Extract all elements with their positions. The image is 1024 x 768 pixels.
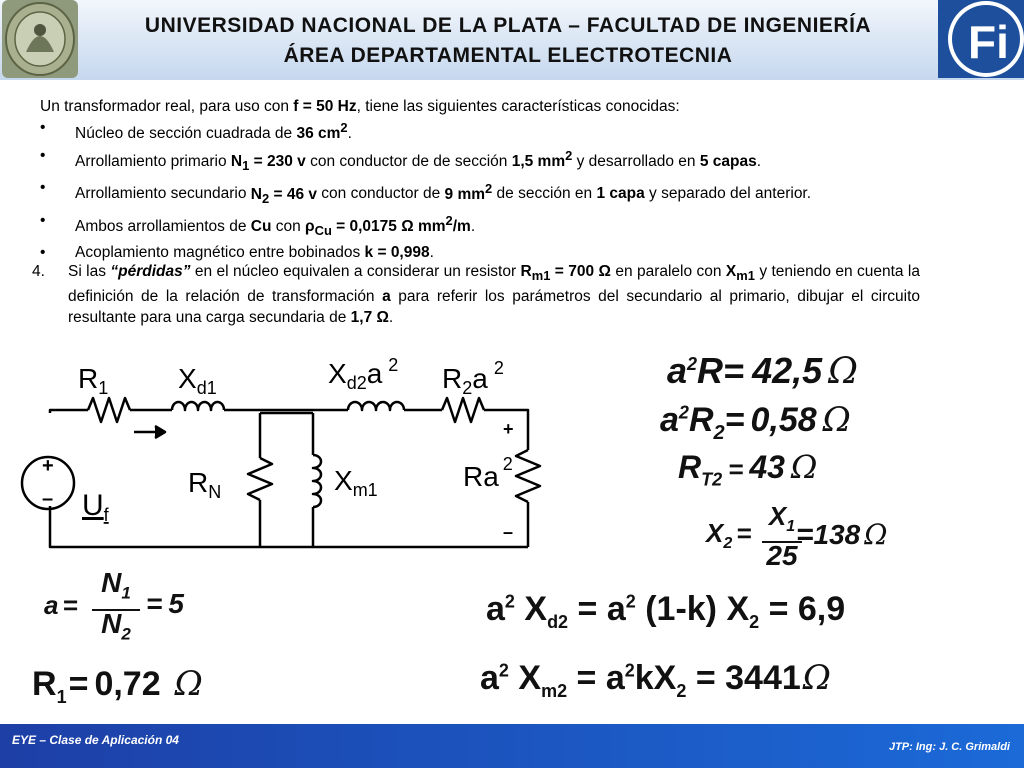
inductor-xd1 xyxy=(172,402,224,410)
b3-secsup: 2 xyxy=(485,180,493,196)
header-banner xyxy=(0,0,1024,80)
equivalent-circuit-diagram xyxy=(0,340,560,560)
list-item xyxy=(40,178,926,208)
intro-frequency: f = 50 Hz xyxy=(293,98,357,115)
resistor-r1 xyxy=(88,398,130,422)
result-a-ratio-value: = 5 xyxy=(146,588,184,619)
b3-n: N xyxy=(250,185,262,203)
b2-sec: 1,5 mm xyxy=(511,153,566,171)
label-r1: $R_1$ xyxy=(78,363,109,398)
b1-text: Núcleo de sección cuadrada de xyxy=(75,125,297,143)
b5-text: Acoplamiento magnético entre bobinados xyxy=(75,243,365,261)
b2-text: Arrollamiento primario xyxy=(75,153,231,171)
label-uf: $U_f$ xyxy=(82,489,109,525)
b4-text: Ambos arrollamientos de xyxy=(75,217,251,235)
label-rn: $R_N$ xyxy=(188,467,222,502)
b2-mid2: y desarrollado en xyxy=(572,153,700,171)
inductor-xd2 xyxy=(348,402,404,410)
q4-perdidas: “pérdidas” xyxy=(110,263,191,280)
result-a2xm2: $a^2$ $X_{m2} = a^2kX_2 = 3441\Omega$ xyxy=(480,658,831,701)
q4-end: . xyxy=(388,309,394,327)
intro-text: Un transformador real, para uso con xyxy=(40,98,294,115)
result-a-ratio-numerator: $N_1$ xyxy=(92,568,140,611)
q4-rmval: = 700 Ω xyxy=(550,263,611,280)
result-a2xd2: $a^2$ $X_{d2} = a^2$ (1-k) $X_2 = 6,9$ xyxy=(486,590,846,632)
q4-a: a xyxy=(382,288,391,306)
q4-xmsub: m1 xyxy=(736,268,755,284)
q4-rmsub: m1 xyxy=(531,268,551,284)
department-title: ÁREA DEPARTAMENTAL ELECTROTECNIA xyxy=(283,44,733,67)
q4-xm: X xyxy=(725,263,737,280)
wire xyxy=(50,410,88,413)
b2-n: N xyxy=(230,153,243,171)
intro-text-end: , tiene las siguientes características conocidas: xyxy=(356,98,680,115)
b1-value: 36 cm xyxy=(296,125,341,143)
load-plus: + xyxy=(503,419,514,439)
university-title: UNIVERSIDAD NACIONAL DE LA PLATA – FACULTAD DE INGENIERÍA xyxy=(144,14,872,37)
q4-p3: en paralelo con xyxy=(610,263,726,280)
load-minus: – xyxy=(503,522,514,542)
label-xd1: $X_{d1}$ xyxy=(178,363,217,398)
list-item xyxy=(40,146,926,176)
label-r2a: $R_2a$ $^2$ xyxy=(442,358,504,398)
result-x2-label: $X_2$ = xyxy=(706,518,752,553)
q4-rm: R xyxy=(520,263,532,280)
q4-p1: Si las xyxy=(68,263,111,280)
b3-sec: 9 mm xyxy=(444,185,486,203)
list-item xyxy=(40,243,926,263)
list-item xyxy=(40,211,926,241)
resistor-r2 xyxy=(442,398,484,422)
source-minus: – xyxy=(42,488,54,510)
problem-intro xyxy=(40,97,930,117)
b4-end: . xyxy=(470,217,476,235)
result-a-ratio-denominator: $N_2$ xyxy=(101,608,131,644)
b4-rho: ρ xyxy=(305,217,315,235)
b2-nsub: 1 xyxy=(242,158,250,174)
b3-nsub: 2 xyxy=(261,190,270,206)
b4-valpost: /m xyxy=(452,217,471,235)
result-a2r: $a^2R= 42,5$ Ω xyxy=(667,350,859,392)
result-x2-value: =138 Ω xyxy=(796,518,888,551)
b1-sup: 2 xyxy=(340,120,348,135)
result-x2-numerator: $X_1$ xyxy=(762,502,802,543)
b3-mid2: de sección en xyxy=(492,185,597,203)
b4-rhosub: Cu xyxy=(314,222,332,238)
resistor-load xyxy=(516,450,540,502)
university-seal-logo xyxy=(2,0,78,78)
q4-carga: 1,7 Ω xyxy=(350,309,389,327)
b3-text: Arrollamiento secundario xyxy=(75,185,251,203)
list-item xyxy=(40,118,926,144)
result-rt2: $R_{T2} = 43$ Ω xyxy=(678,448,818,490)
result-r1: $R_1= 0,72$ Ω xyxy=(32,664,203,707)
resistor-rn xyxy=(248,458,272,500)
b3-nval: = 46 v xyxy=(269,185,317,203)
label-xd2a: $X_{d2}a$ $^2$ xyxy=(328,355,399,393)
q4-p2: en el núcleo equivalen a considerar un resistor xyxy=(190,263,521,280)
b5-k: k = 0,998 xyxy=(364,243,430,261)
b4-valsup: 2 xyxy=(445,212,453,228)
b4-mid: con xyxy=(271,217,306,235)
footer-course-label: EYE – Clase de Aplicación 04 xyxy=(12,733,179,747)
b4-val: = 0,0175 Ω mm xyxy=(331,217,446,235)
result-x2-denominator: 25 xyxy=(766,540,798,571)
b3-capa: 1 capa xyxy=(596,185,645,203)
b2-nval: = 230 v xyxy=(249,153,306,171)
b3-end: y separado del anterior. xyxy=(644,185,812,203)
result-a2r2: $a^2R_2= 0,58$ Ω xyxy=(660,400,851,444)
label-load: Ra $^2$ xyxy=(463,454,513,492)
b3-mid: con conductor de xyxy=(317,185,445,203)
source-plus: + xyxy=(42,455,54,477)
question-4-body xyxy=(68,261,920,328)
faculty-fi-logo xyxy=(938,0,1024,78)
footer-instructor-label: JTP: Ing: J. C. Grimaldi xyxy=(888,741,1010,753)
question-number: 4. xyxy=(32,263,45,280)
b2-secsup: 2 xyxy=(565,148,573,164)
result-a-ratio-label: a = xyxy=(44,590,78,620)
q4-p5: para referir los parámetros del secundario al primario, dibujar el circuito resultante para una carga secundaria de xyxy=(68,288,920,327)
characteristics-list xyxy=(40,118,926,265)
question-4 xyxy=(32,261,920,328)
b2-mid: con conductor de de sección xyxy=(305,153,512,171)
label-xm1: $X_{m1}$ xyxy=(334,465,378,500)
b4-cu: Cu xyxy=(250,217,272,235)
b2-end: . xyxy=(756,153,762,171)
inductor-xm1 xyxy=(313,455,321,507)
b5-end: . xyxy=(429,243,434,261)
b1-end: . xyxy=(347,125,352,143)
q4-p4: y teniendo en cuenta la definición de la relación de transformación xyxy=(68,263,920,306)
logo-fi-text: Fi xyxy=(968,16,1009,68)
b2-capas: 5 capas xyxy=(699,153,757,171)
